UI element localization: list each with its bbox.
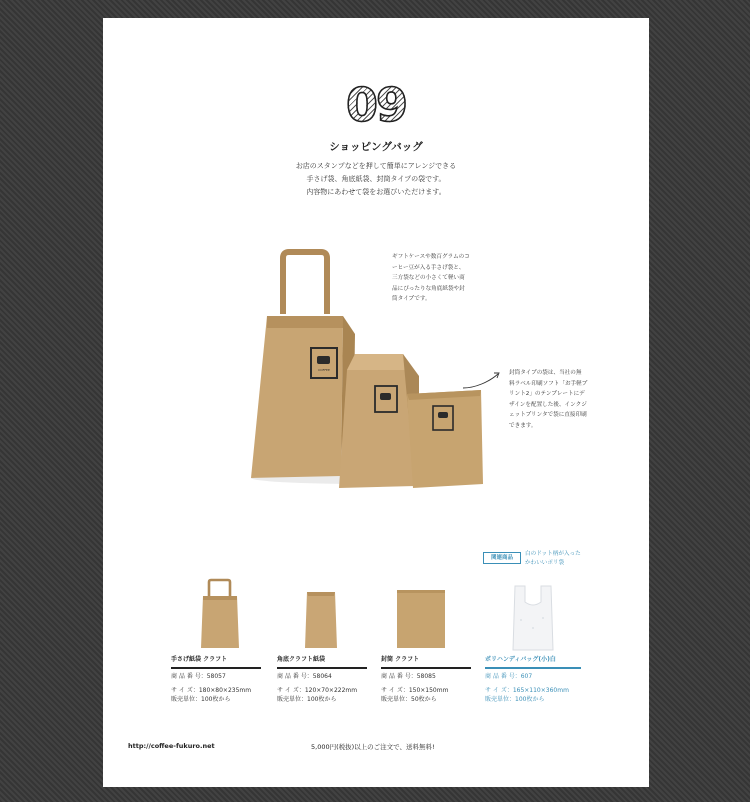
catalog-page	[103, 18, 649, 787]
envelope-bag	[407, 390, 483, 488]
product-card-2	[277, 654, 367, 705]
product-divider	[381, 667, 471, 669]
product-divider	[277, 667, 367, 669]
product-code: 商 品 番 号：58085	[381, 673, 436, 680]
product-code: 商 品 番 号：58057	[171, 673, 226, 680]
gusset-bag-thumbnail	[303, 590, 339, 650]
product-card-1	[171, 654, 261, 705]
note-right-line-4: ザインを配置した後、インクジ	[509, 401, 587, 408]
note-top-line-4: 品にぴったりな角底紙袋や封	[392, 285, 465, 292]
product-size: サ イ ズ：120×70×222mm	[277, 686, 358, 694]
envelope-bag-thumbnail	[395, 588, 447, 650]
product-unit: 販売単位：100枚から	[277, 696, 337, 703]
footer-shipping-note: 5,000円(税抜)以上のご注文で、送料無料!	[311, 743, 435, 751]
related-note	[525, 550, 615, 567]
related-note-line-2: かわいいポリ袋	[525, 559, 565, 566]
section-number: 09	[103, 80, 649, 130]
lead-line-3: 内容物にあわせて袋をお選びいただけます。	[306, 188, 446, 196]
bags-photo	[243, 246, 488, 491]
note-right-line-2: 料ラベル印刷ソフト「お手軽プ	[509, 380, 588, 387]
handle-bag-stamp-label: COFFEE	[318, 368, 330, 372]
lead-line-1: お店のスタンプなどを押して簡単にアレンジできる	[295, 162, 457, 170]
product-size: サ イ ズ：150×150mm	[381, 686, 449, 694]
handle-bag	[251, 316, 355, 478]
handle-bag-thumbnail	[195, 578, 245, 650]
product-divider	[171, 667, 261, 669]
poly-bag-thumbnail	[509, 580, 557, 652]
note-top-line-2: ーヒー豆が入る手さげ袋と、	[392, 264, 465, 271]
product-unit: 販売単位：100枚から	[485, 696, 545, 703]
bag-handle	[283, 252, 327, 314]
related-note-line-1: 白のドット柄が入った	[525, 551, 581, 557]
product-code: 商 品 番 号：58064	[277, 673, 332, 680]
product-name: ポリハンディバッグ(小)白	[485, 656, 556, 663]
product-name: 角底クラフト紙袋	[277, 656, 326, 663]
note-right-line-5: ェットプリンタで袋に直接印刷	[509, 412, 587, 418]
product-name: 封筒 クラフト	[381, 656, 420, 663]
product-unit: 販売単位：100枚から	[171, 696, 231, 703]
note-top-line-1: ギフトケースや数百グラムのコ	[392, 254, 470, 260]
lead-line-2: 手さげ袋、角底紙袋、封筒タイプの袋です。	[306, 175, 446, 183]
product-name: 手さげ紙袋 クラフト	[171, 656, 228, 663]
note-right-line-1: 封筒タイプの袋は、当社の無	[509, 370, 582, 376]
related-products-badge: 関連商品	[483, 552, 521, 564]
product-size: サ イ ズ：180×80×235mm	[171, 686, 252, 694]
note-top-line-5: 筒タイプです。	[392, 296, 431, 302]
note-top-line-3: 三方袋などの小さくて軽い商	[392, 275, 465, 281]
product-size: サ イ ズ：165×110×360mm	[485, 686, 569, 694]
gusset-bag	[339, 354, 419, 488]
note-right-line-6: できます。	[509, 422, 537, 429]
section-title: ショッピングバッグ	[329, 141, 423, 153]
product-card-4	[485, 654, 581, 705]
product-card-3	[381, 654, 471, 705]
lead-text	[103, 160, 649, 199]
note-envelope-print	[509, 368, 619, 431]
product-unit: 販売単位：50枚から	[381, 696, 437, 703]
footer-url-link[interactable]: http://coffee-fukuro.net	[128, 742, 215, 750]
note-right-line-3: リント2」のテンプレートにデ	[509, 391, 585, 397]
product-code: 商 品 番 号：607	[485, 673, 533, 680]
product-divider	[485, 667, 581, 669]
